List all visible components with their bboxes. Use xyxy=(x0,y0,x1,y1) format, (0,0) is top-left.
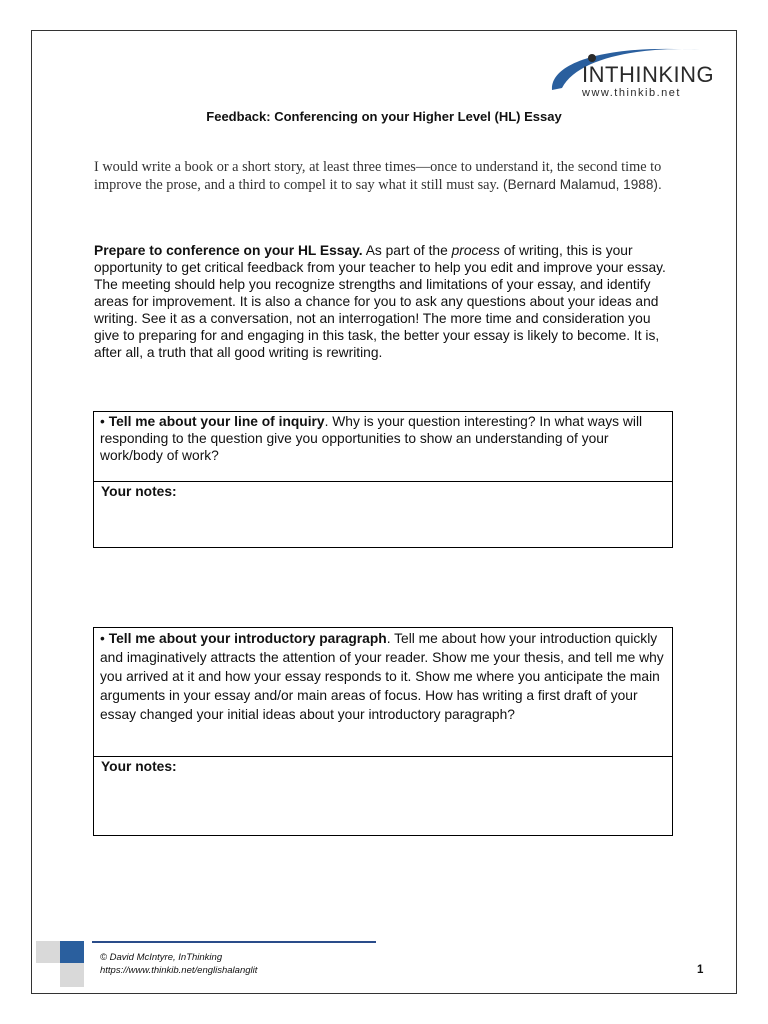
footer-rule xyxy=(92,941,376,943)
intro-paragraph xyxy=(94,242,674,361)
footer-url[interactable]: https://www.thinkib.net/englishalanglit xyxy=(100,965,258,976)
prompt-body: . Tell me about how your introduction quickly and imaginatively attracts the attention of your reader. Show me your thesis, and tell me why you arrived at it and how your essay responds to it. Show me where you anticipate the main arguments in your essay and/or main areas of focus. How has writing a first draft of your essay changed your initial ideas about your introductory paragraph? xyxy=(100,631,664,722)
notes-field[interactable] xyxy=(94,482,672,501)
prompt-box-line-of-inquiry xyxy=(93,411,673,548)
footer-copyright: © David McIntyre, InThinking xyxy=(100,952,223,963)
notes-label: Your notes: xyxy=(101,484,177,499)
intro-lead: Prepare to conference on your HL Essay. xyxy=(94,243,363,258)
intro-text-2: of writing, this is your opportunity to get critical feedback from your teacher to help you edit and improve your essay. The meeting should help you recognize strengths and limitations of your essay, and identify areas for improvement. It is also a chance for you to ask any questions about your ideas and writing. See it as a conversation, not an interrogation! The more time and consideration you give to preparing for and engaging in this task, the better your essay is likely to become. It is, after all, a truth that all good writing is rewriting. xyxy=(94,243,666,360)
prompt-text xyxy=(94,628,672,757)
intro-text-1: As part of the xyxy=(362,243,452,258)
quote-attribution: (Bernard Malamud, 1988). xyxy=(499,177,662,192)
epigraph-quote xyxy=(94,158,676,194)
prompt-body: . Why is your question interesting? In what ways will responding to the question give you opportunities to show an understanding of your work/body of work? xyxy=(100,414,643,463)
prompt-box-introductory-paragraph xyxy=(93,627,673,836)
quote-text: I would write a book or a short story, at least three times—once to understand it, the second time to improve the prose, and a third to compel it to say what it still must say. xyxy=(94,159,662,193)
page-title: Feedback: Conferencing on your Higher Level (HL) Essay xyxy=(206,109,562,124)
notes-field[interactable] xyxy=(94,757,672,776)
bullet-icon: • xyxy=(100,414,105,429)
notes-label: Your notes: xyxy=(101,759,177,774)
prompt-text xyxy=(94,412,672,482)
intro-emphasis: process xyxy=(451,243,500,258)
logo-wordmark: INTHINKING xyxy=(582,62,715,87)
logo-url: www.thinkib.net xyxy=(582,87,681,99)
prompt-heading: Tell me about your line of inquiry xyxy=(108,414,325,429)
inthinking-logo xyxy=(548,40,715,102)
bullet-icon: • xyxy=(100,631,105,646)
footer-square-light xyxy=(36,941,60,963)
footer-square-light xyxy=(60,963,84,987)
prompt-heading: Tell me about your introductory paragraph xyxy=(108,631,387,646)
page-number: 1 xyxy=(697,964,704,976)
footer-square-accent xyxy=(60,941,84,963)
